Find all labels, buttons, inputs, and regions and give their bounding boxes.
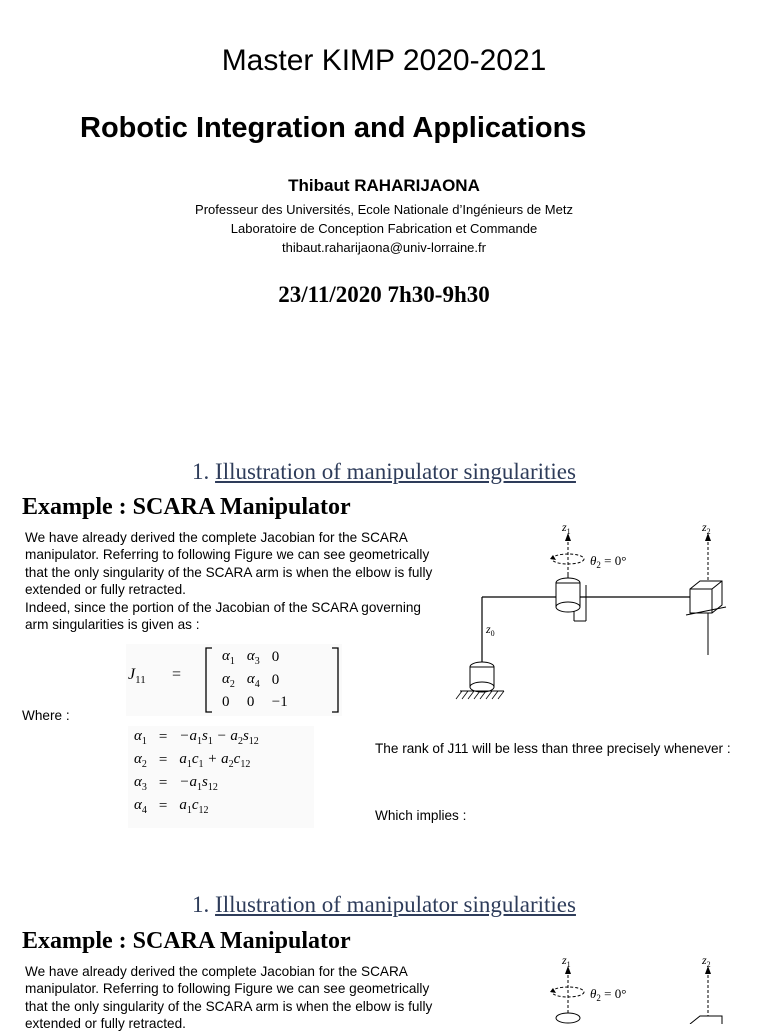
where-label: Where : [22,708,70,723]
author-email: thibaut.raharijaona@univ-lorraine.fr [282,240,486,255]
scara-figure [450,515,768,715]
paragraph-line: arm singularities is given as : [25,617,200,633]
jacobian-matrix-equation: $J_{11}$ = $\alpha_1$ $\alpha_3$ 0 $\alpha_2$ $\alpha_4$ 0 0 0 −1 [126,644,342,716]
course-header: Master KIMP 2020-2021 [221,44,547,77]
affiliation-university: Professeur des Universités, Ecole Nationale d’Ingénieurs de Metz [195,202,573,217]
alpha-definitions: $\alpha_1$ = $-a_1s_1 - a_2s_{12}$ $\alpha_2$ = $a_1c_1 + a_2c_{12}$ $\alpha_3$ = $-a_1s_{12}$ $\alpha_4$ = $a_1c_{12}$ [128,726,314,828]
z0-label: $z_0$ [486,622,495,638]
paragraph-line: extended or fully retracted. [25,1016,186,1032]
rank-statement: The rank of J11 will be less than three precisely whenever : [375,741,731,756]
section-number: 1. [192,459,210,484]
author-name: Thibaut RAHARIJAONA [288,176,480,195]
scara-figure-2 [450,948,768,1024]
intro-paragraph-2 [25,963,465,1033]
course-title: Robotic Integration and Applications [80,112,587,144]
matrix-body: $\alpha_1$ $\alpha_3$ 0 $\alpha_2$ $\alpha_4$ 0 0 0 −1 [222,648,288,710]
z1-label: $z_1$ [562,953,571,969]
example-title: Example : SCARA Manipulator [22,494,351,520]
section-heading-2 [0,892,768,918]
section-title: Illustration of manipulator singularities [215,459,576,484]
paragraph-line: extended or fully retracted. [25,582,186,598]
paragraph-line: Indeed, since the portion of the Jacobian of the SCARA governing [25,599,421,615]
section-title: Illustration of manipulator singularities [215,892,576,917]
lecture-date: 23/11/2020 7h30-9h30 [278,282,490,307]
paragraph-line: We have already derived the complete Jacobian for the SCARA [25,964,408,979]
z2-label: $z_2$ [702,520,711,536]
paragraph-line: that the only singularity of the SCARA arm is when the elbow is fully [25,998,433,1014]
paragraph-line: that the only singularity of the SCARA arm is when the elbow is fully [25,564,433,580]
paragraph-line: manipulator. Referring to following Figure we can see geometrically [25,981,430,997]
z2-label: $z_2$ [702,953,711,969]
section-heading [0,459,768,485]
example-title-2: Example : SCARA Manipulator [22,928,351,954]
z1-label: $z_1$ [562,520,571,536]
paragraph-line: manipulator. Referring to following Figure we can see geometrically [25,547,430,563]
theta-label: $\theta_2 = 0^\circ$ [590,986,627,1003]
affiliation-laboratory: Laboratoire de Conception Fabrication et Commande [230,221,538,236]
intro-paragraph [25,529,465,633]
theta-label: $\theta_2 = 0^\circ$ [590,553,627,570]
section-number: 1. [192,892,210,917]
paragraph-line: We have already derived the complete Jacobian for the SCARA [25,530,408,545]
implies-statement: Which implies : [375,808,467,823]
